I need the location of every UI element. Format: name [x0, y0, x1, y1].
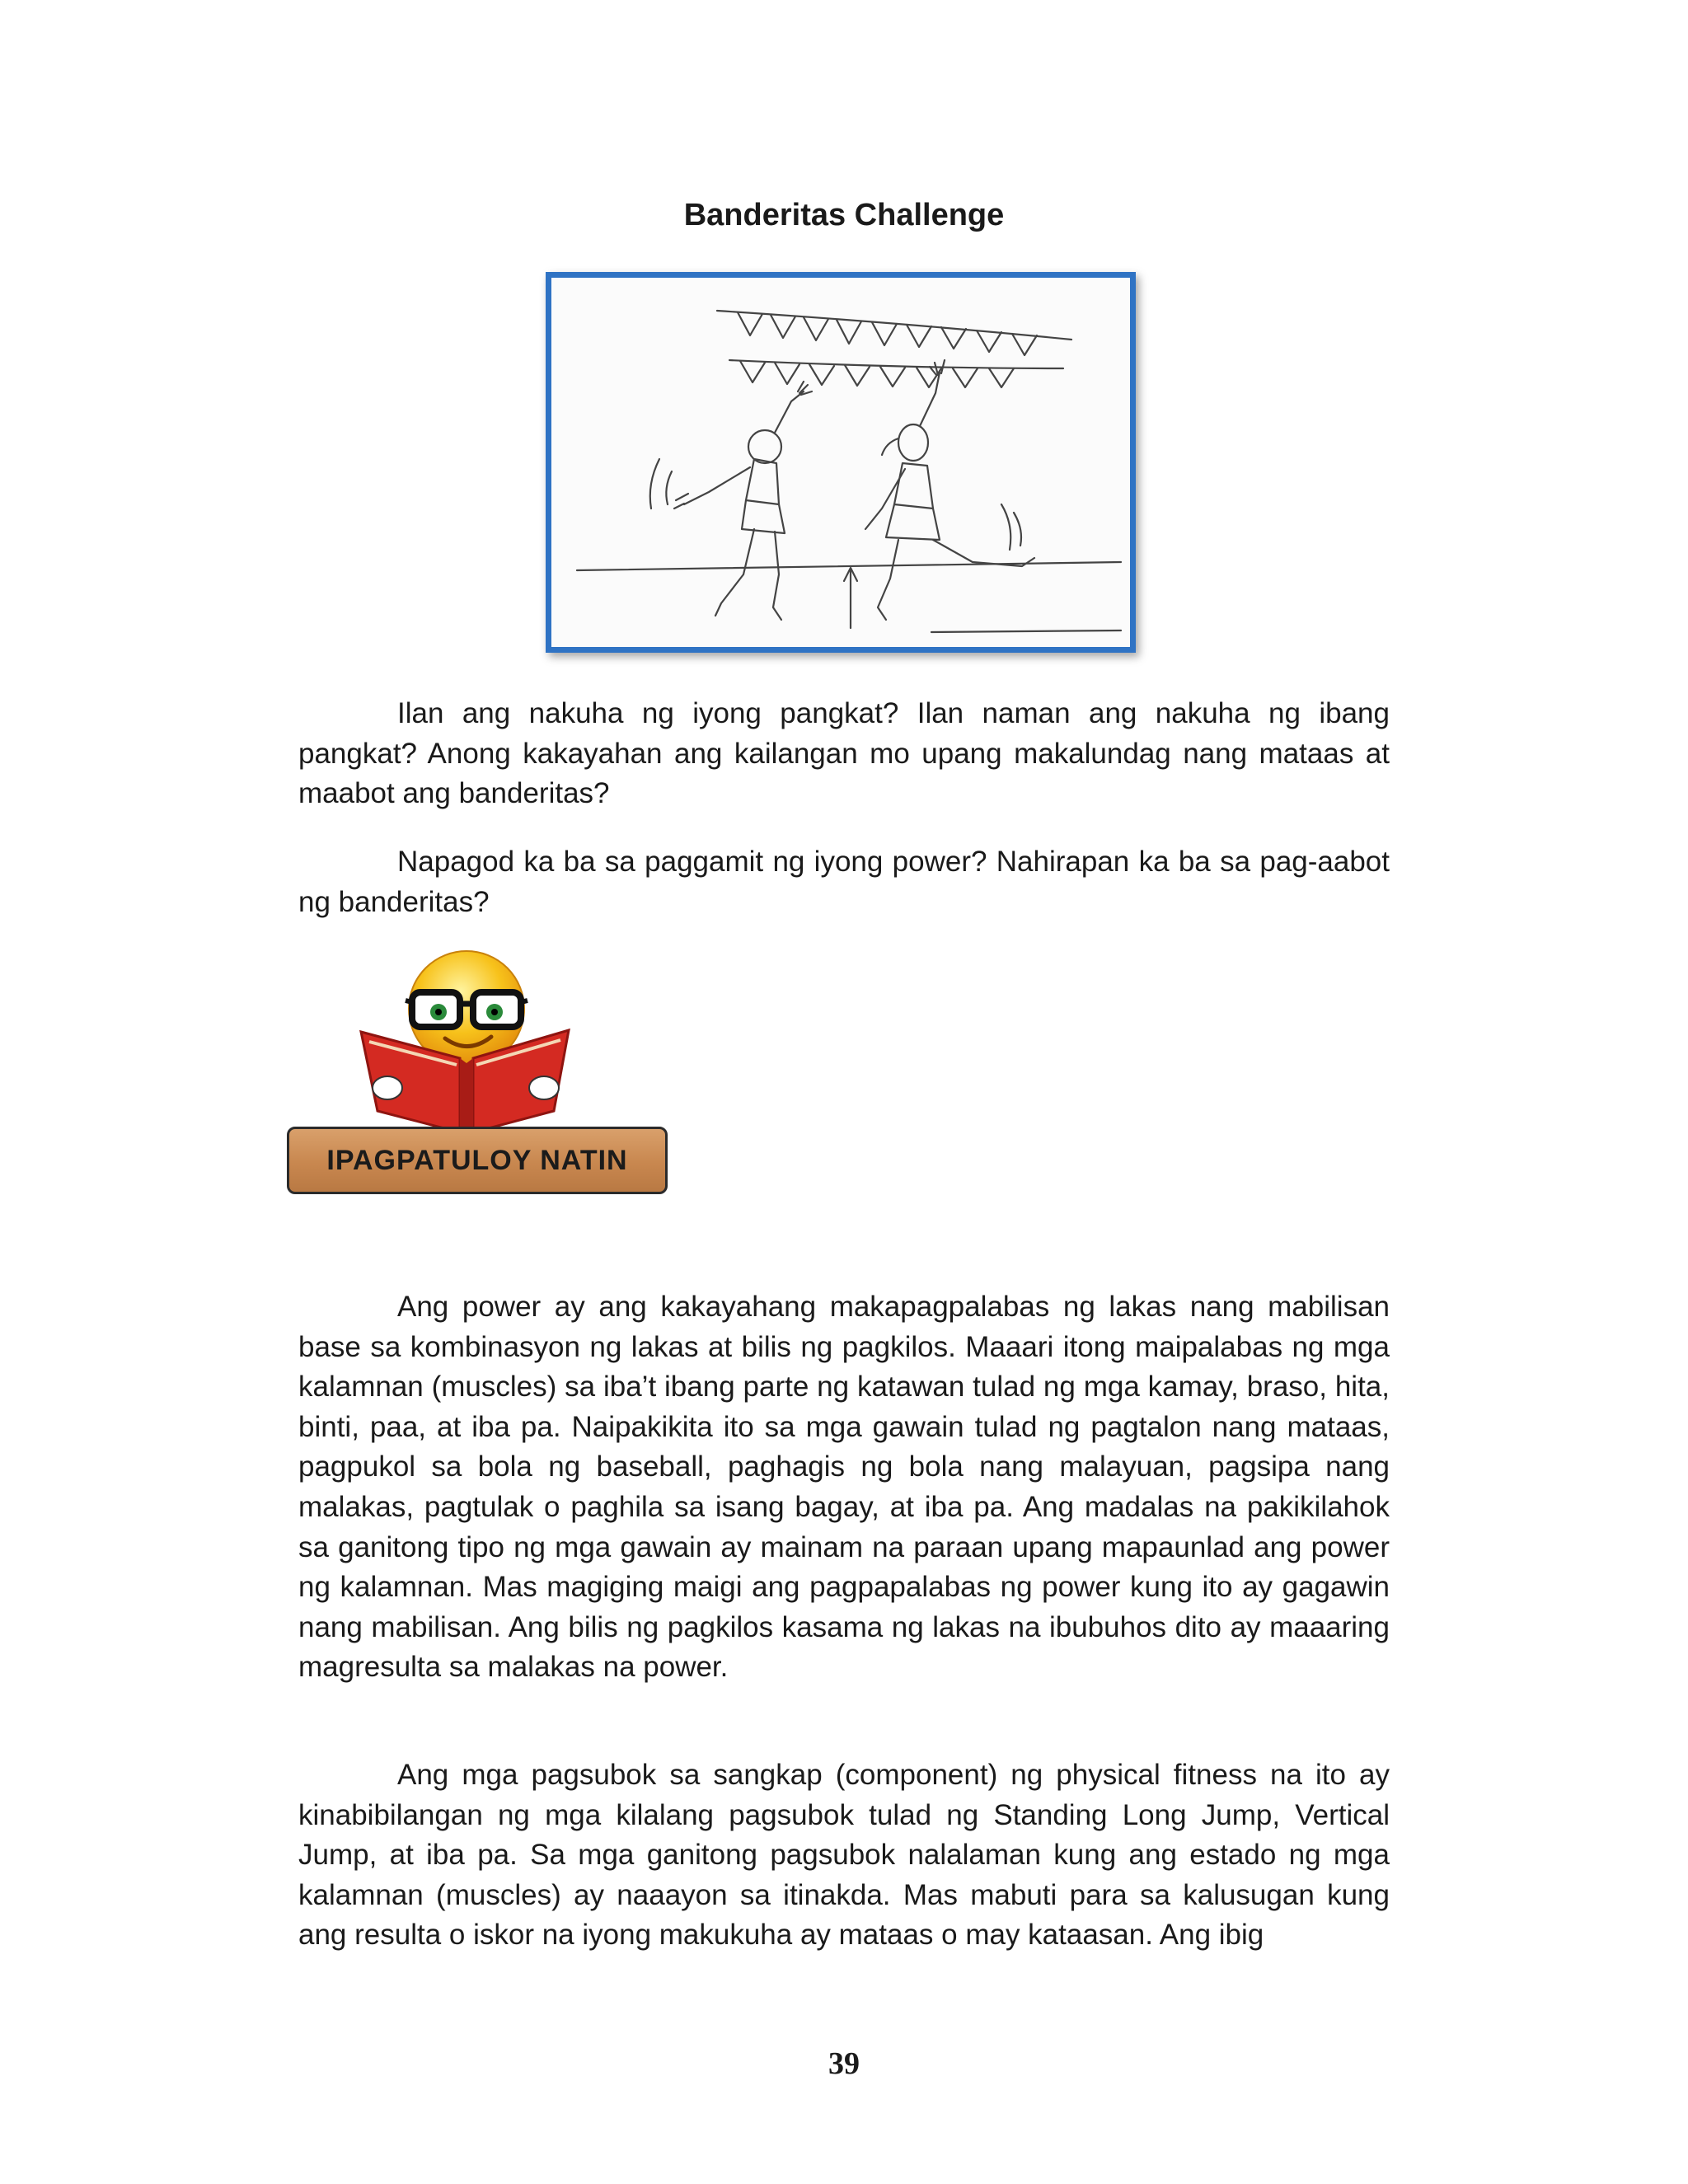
jumping-children-sketch	[551, 278, 1130, 647]
reflection-paragraph: Napagod ka ba sa paggamit ng iyong power? Nahirapan ka ba sa pag-aabot ng banderitas?	[298, 846, 1390, 918]
section-banner: IPAGPATULOY NATIN	[287, 1127, 668, 1194]
banderitas-illustration	[546, 272, 1136, 653]
power-definition-paragraph: Ang power ay ang kakayahang makapagpalabas ng lakas nang mabilisan base sa kombinasyon ng lakas at bilis ng pagkilos. Maaari itong maipalabas ng mga kalamnan (muscles) sa iba’t ibang parte ng katawan tulad ng mga kamay, braso, hita, binti, paa, at iba pa. Naipakikita ito sa mga gawain tulad ng pagtalon nang mataas, pagpukol sa bola ng baseball, paghagis ng bola nang malayuan, pagsipa nang malakas, pagtulak o paghila sa isang bagay, at iba pa. Ang madalas na pakikilahok sa ganitong tipo ng mga gawain ay mainam na paraan upang mapaunlad ang power ng kalamnan. Mas magiging maigi ang pagpapalabas ng power kung ito ay gagawin nang mabilisan. Ang bilis ng pagkilos kasama ng lakas na ibubuhos dito ay maaaring magresulta sa malakas na power.	[298, 1291, 1390, 1684]
fitness-test-paragraph: Ang mga pagsubok sa sangkap (component) ng physical fitness na ito ay kinabibilangan ng mga kilalang pagsubok tulad ng Standing Long Jump, Vertical Jump, at iba pa. Sa mga ganitong pagsubok nalalaman kung ang estado ng mga kalamnan (muscles) ay naaayon sa itinakda. Mas mabuti para sa kalusugan kung ang resulta o iskor na iyong makukuha ay mataas o may kataasan. Ang ibig	[298, 1759, 1390, 1952]
smiley-reading-book-icon	[353, 949, 585, 1132]
question-paragraph: Ilan ang nakuha ng iyong pangkat? Ilan naman ang nakuha ng ibang pangkat? Anong kakayahan ang kailangan mo upang makalundag nang mataas at maabot ang banderitas?	[298, 697, 1390, 810]
page-number: 39	[828, 2046, 860, 2081]
page-title: Banderitas Challenge	[683, 198, 1005, 232]
